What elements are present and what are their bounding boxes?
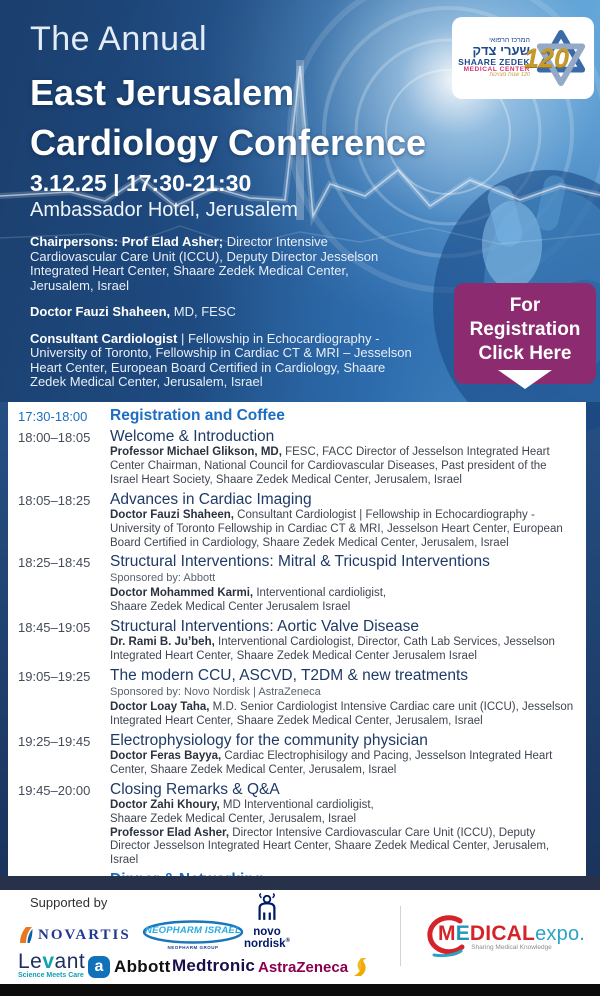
session-title: Registration and Coffee — [110, 407, 285, 424]
session-title: The modern CCU, ASCVD, T2DM & new treatments — [110, 667, 469, 685]
speaker-line: Shaare Zedek Medical Center Jerusalem Israel — [110, 601, 351, 614]
sponsors-footer — [0, 890, 600, 984]
schedule-row — [18, 732, 576, 778]
shaare-zedek-logo — [452, 17, 594, 99]
title-cardiology-conference: Cardiology Conference — [30, 122, 427, 163]
session-time: 18:25–18:45 — [18, 555, 91, 571]
shaare-zedek-logo-text: המרכז הרפואי שערי צדק SHAARE ZEDEK MEDICAL CENTER 120 שנות מצוינות — [458, 36, 530, 79]
astrazeneca-logo: AstraZeneca — [258, 956, 370, 978]
session-title: Welcome & Introduction — [110, 428, 275, 445]
novo-nordisk-logo: novo nordisk® — [238, 893, 296, 950]
session-time: 19:25–19:45 — [18, 733, 91, 749]
footer-separator-bar — [0, 876, 600, 890]
novartis-flame-icon — [18, 926, 34, 944]
schedule-row — [18, 667, 576, 729]
schedule-row — [18, 618, 576, 664]
title-the-annual: The Annual — [30, 20, 208, 58]
registration-button[interactable]: For Registration Click Here — [454, 283, 596, 384]
speaker-line: Doctor Loay Taha, M.D. Senior Cardiologist Intensive Cardiac care unit (ICCU), Jesselson Integrated Heart Center, Shaare Zedek Medical Center, Jerusalem, Israel — [110, 701, 574, 727]
schedule-row — [18, 428, 576, 488]
session-title: Advances in Cardiac Imaging — [110, 490, 312, 508]
novo-nordisk-apis-bull-icon — [255, 893, 279, 921]
neopharm-logo: NEOPHARM ISRAEL NEOPHARM GROUP — [142, 920, 244, 950]
down-arrow-icon — [498, 370, 552, 389]
speaker-line: Shaare Zedek Medical Center, Jerusalem, Israel — [110, 812, 357, 825]
medtronic-logo: Medtronic — [172, 956, 256, 975]
chairpersons-paragraph: Chairpersons: Prof Elad Asher; Director Intensive Cardiovascular Care Unit (ICCU), Deputy Director Jesselson Integrated Heart Center, Shaare Zedek Medical Center, Jerusalem, Israel — [30, 234, 379, 293]
schedule-card — [8, 402, 586, 876]
sponsored-by: Sponsored by: Novo Nordisk | AstraZeneca — [110, 686, 321, 699]
session-time: 18:00–18:05 — [18, 430, 91, 445]
speaker-line: Dr. Rami B. Ju’beh, Interventional Cardiologist, Director, Cath Lab Services, Jesselson Integrated Heart Center, Shaare Zedek Medical Center Jerusalem Israel — [110, 636, 555, 663]
star-of-david-120-icon: 120 — [532, 27, 590, 89]
speaker-line: Professor Elad Asher, Director Intensive Cardiovascular Care Unit (ICCU), Deputy Director Jesselson Integrated Heart Center, Shaare Zedek Medical Center, Jerusalem, Israel — [110, 826, 550, 867]
title-east-jerusalem: East Jerusalem — [30, 72, 295, 113]
event-venue: Ambassador Hotel, Jerusalem — [30, 199, 298, 221]
speaker-line: Doctor Fauzi Shaheen, Consultant Cardiologist | Fellowship in Echocardiography - University of Toronto Fellowship in Cardiac CT & MRI, Jesselson Heart Center, European Board Certified in Cardiology, Shaare Zedek Medical Center, Jerusalem, Israel — [110, 508, 563, 549]
session-title: Electrophysiology for the community physician — [110, 731, 428, 749]
speaker-line: Doctor Feras Bayya, Cardiac Electrophisilogy and Pacing, Jesselson Integrated Heart Center, Shaare Zedek Medical Center, Jerusalem, Israel — [110, 749, 553, 776]
event-date-time: 3.12.25 | 17:30-21:30 — [30, 170, 252, 196]
schedule-row — [18, 491, 576, 551]
schedule-row — [18, 407, 576, 425]
session-title: Structural Interventions: Mitral & Tricuspid Interventions — [110, 553, 490, 571]
schedule-row — [18, 553, 576, 615]
astrazeneca-ribbon-icon — [352, 956, 370, 978]
session-title: Structural Interventions: Aortic Valve Disease — [110, 618, 419, 636]
session-title: Closing Remarks & Q&A — [110, 780, 280, 798]
session-time: 19:45–20:00 — [18, 782, 91, 798]
session-time: 18:45–19:05 — [18, 620, 91, 636]
session-time: 19:05–19:25 — [18, 669, 91, 685]
chairpersons-paragraph: Doctor Fauzi Shaheen, MD, FESC — [30, 304, 236, 319]
chairpersons-block — [30, 235, 415, 402]
speaker-line: Professor Michael Glikson, MD, FESC, FACC Director of Jesselson Integrated Heart Center Chairman, National Council for Cardiovascular Diseases, Past president of the Israel Heart Society, Shaare Zedek Medical Center, Jerusalem, Israel — [110, 446, 550, 486]
hero-banner — [0, 0, 600, 402]
sponsored-by: Sponsored by: Abbott — [110, 572, 216, 585]
footer-divider — [400, 906, 401, 966]
abbott-a-icon: a — [88, 956, 110, 978]
supported-by-label: Supported by — [30, 895, 108, 910]
schedule-row — [18, 781, 576, 869]
chairpersons-paragraph: Consultant Cardiologist | Fellowship in Echocardiography - University of Toronto, Fellowship in Cardiac CT & MRI – Jesselson Heart Center, European Board Certified in Cardiology, Shaare Zedek Medical Center, Jerusalem, Israel — [30, 330, 412, 389]
speaker-line: Doctor Zahi Khoury, MD Interventional cardioligist, — [110, 798, 374, 811]
levant-logo: Levant Science Meets Care — [18, 950, 86, 979]
bottom-black-bar — [0, 984, 600, 996]
speaker-line: Doctor Mohammed Karmi, Interventional cardioligist, — [110, 587, 387, 600]
session-time: 18:05–18:25 — [18, 492, 91, 508]
medicalexpo-logo: MEDICALexpo. Sharing Medical Knowledge — [420, 914, 585, 960]
session-time: 17:30-18:00 — [18, 409, 88, 424]
novartis-logo: NOVARTIS — [18, 926, 131, 944]
abbott-logo: a Abbott — [88, 956, 171, 978]
